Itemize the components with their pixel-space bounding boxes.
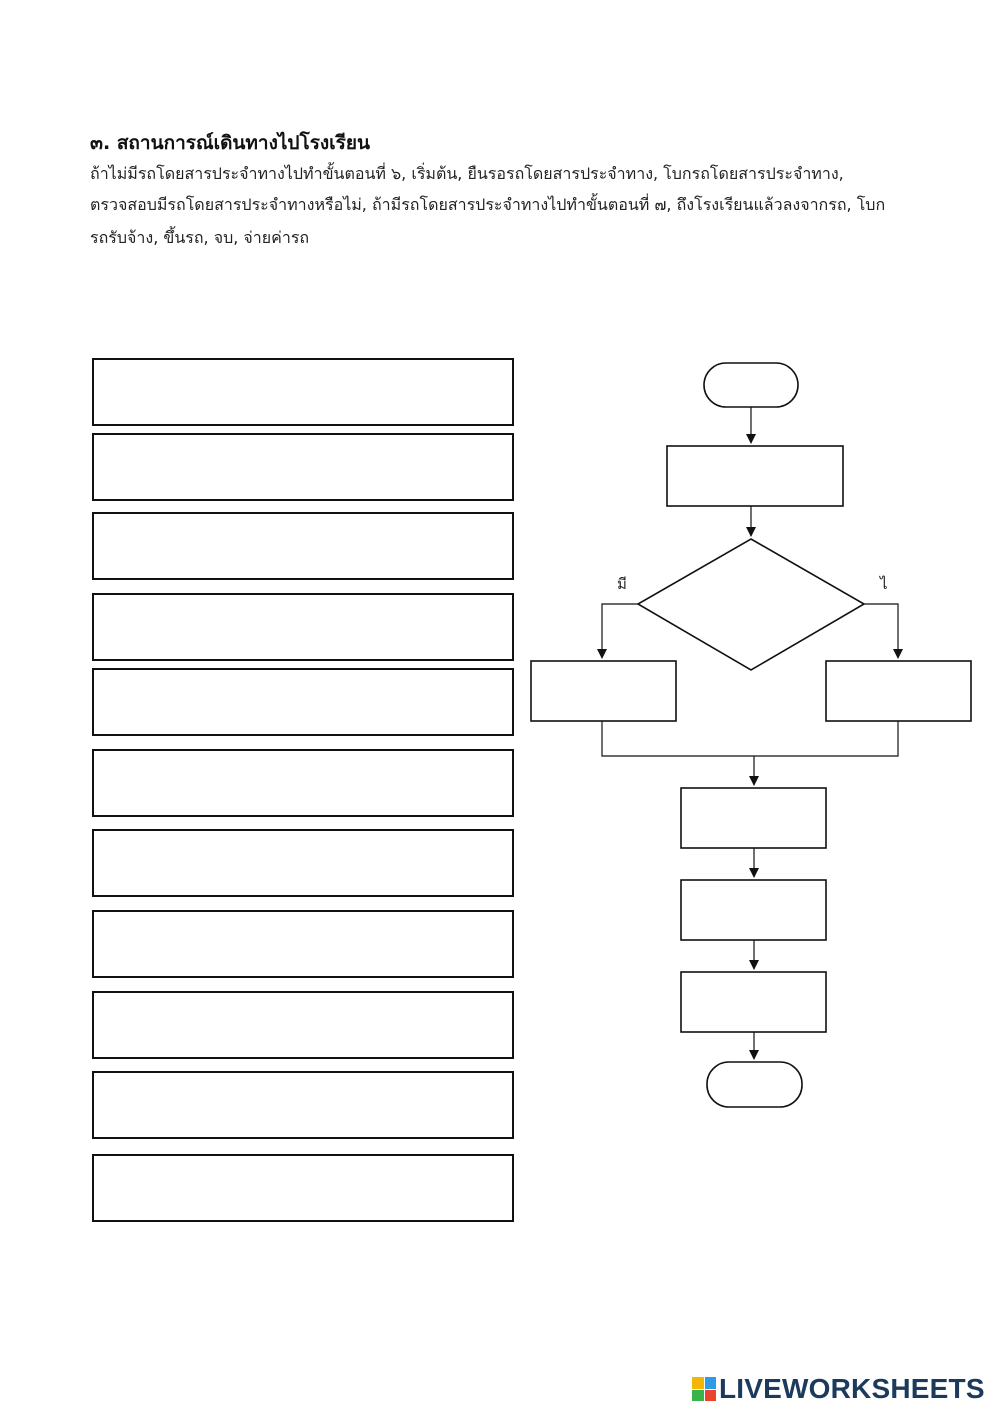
flowchart-process-1[interactable] [667, 446, 843, 506]
worksheet-heading: ๓. สถานการณ์เดินทางไปโรงเรียน [90, 132, 370, 154]
flowchart-process-no-branch[interactable] [826, 661, 971, 721]
liveworksheets-logo [692, 1373, 985, 1405]
flowchart-process-2[interactable] [681, 788, 826, 848]
instruction-line-1: ถ้าไม่มีรถโดยสารประจำทางไปทำขั้นตอนที่ ๖, เริ่มต้น, ยืนรอรถโดยสารประจำทาง, โบกรถโดยสารประจำทาง, [90, 164, 844, 183]
instruction-line-2: ตรวจสอบมีรถโดยสารประจำทางหรือไม่, ถ้ามีรถโดยสารประจำทางไปทำขั้นตอนที่ ๗, ถึงโรงเรียนแล้วลงจากรถ, โบก [90, 195, 886, 214]
flowchart-start-terminal[interactable] [704, 363, 798, 407]
flowchart-decision[interactable] [638, 539, 864, 670]
instruction-line-3: รถรับจ้าง, ขึ้นรถ, จบ, จ่ายค่ารถ [90, 228, 310, 247]
flowchart-yes-label: มี [617, 575, 627, 593]
flowchart-process-yes-branch[interactable] [531, 661, 676, 721]
flowchart-process-4[interactable] [681, 972, 826, 1032]
liveworksheets-logo-text: LIVEWORKSHEETS [719, 1373, 985, 1404]
flowchart-arrow-decision-no [864, 604, 898, 658]
flowchart-arrow-decision-yes [602, 604, 638, 658]
flowchart-end-terminal[interactable] [707, 1062, 802, 1107]
liveworksheets-logo-icon [692, 1377, 716, 1401]
flowchart-process-3[interactable] [681, 880, 826, 940]
flowchart-no-label: ไ [880, 575, 888, 593]
flowchart-merge-connector [602, 721, 898, 756]
